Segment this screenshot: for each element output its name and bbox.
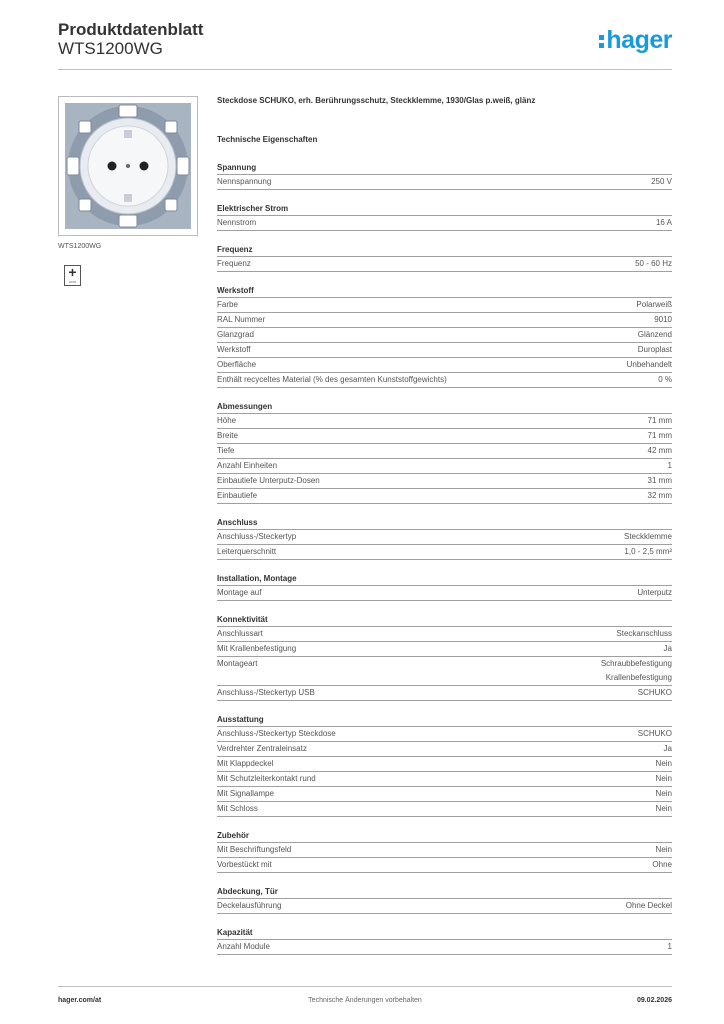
spec-value: 71 mm	[647, 431, 672, 440]
spec-label: Einbautiefe Unterputz-Dosen	[217, 476, 320, 485]
spec-row	[217, 343, 672, 358]
spec-value: 31 mm	[647, 476, 672, 485]
footer-date: 09.02.2026	[636, 997, 672, 1004]
spec-row	[217, 429, 672, 444]
spec-label: Anschlussart	[217, 629, 263, 638]
spec-label: Tiefe	[217, 446, 235, 455]
spec-row	[217, 757, 672, 772]
spec-value: Duroplast	[637, 345, 672, 354]
spec-value: Nein	[655, 774, 672, 783]
spec-row	[217, 586, 672, 601]
spec-row	[217, 358, 672, 373]
spec-value: Nein	[655, 804, 672, 813]
section-heading: Frequenz	[217, 244, 672, 257]
spec-section	[217, 203, 672, 231]
spec-value: 1	[667, 942, 672, 951]
spec-label: Anzahl Module	[217, 942, 270, 951]
spec-label: Oberfläche	[217, 360, 257, 369]
section-heading: Konnektivität	[217, 614, 672, 627]
header-divider	[58, 69, 672, 70]
spec-row	[217, 657, 672, 686]
footer-website: hager.com/at	[58, 997, 102, 1004]
spec-label: Nennspannung	[217, 177, 272, 186]
spec-label: Frequenz	[217, 259, 251, 268]
spec-label: Montage auf	[217, 588, 262, 597]
spec-row	[217, 802, 672, 817]
spec-row	[217, 216, 672, 231]
spec-value: 71 mm	[647, 416, 672, 425]
spec-row	[217, 727, 672, 742]
spec-label: Breite	[217, 431, 238, 440]
tech-properties-heading: Technische Eigenschaften	[217, 135, 318, 144]
spec-label: Vorbestückt mit	[217, 860, 272, 869]
section-heading: Kapazität	[217, 927, 672, 940]
spec-label: Anschluss-/Steckertyp USB	[217, 688, 315, 697]
spec-section	[217, 573, 672, 601]
spec-label: Montageart	[217, 659, 258, 668]
section-heading: Anschluss	[217, 517, 672, 530]
spec-row	[217, 459, 672, 474]
spec-row	[217, 772, 672, 787]
spec-value: Glänzend	[637, 330, 672, 339]
spec-label: Anzahl Einheiten	[217, 461, 278, 470]
spec-label: Leiterquerschnitt	[217, 547, 277, 556]
spec-label: Werkstoff	[217, 345, 251, 354]
spec-value: 250 V	[651, 177, 672, 186]
spec-row	[217, 474, 672, 489]
page-header	[58, 20, 672, 70]
spec-row	[217, 642, 672, 657]
section-heading: Ausstattung	[217, 714, 672, 727]
socket-image-icon	[59, 97, 197, 235]
section-heading: Spannung	[217, 162, 672, 175]
spec-label: Mit Schloss	[217, 804, 258, 813]
spec-row	[217, 627, 672, 642]
spec-label: Mit Beschriftungsfeld	[217, 845, 292, 854]
spec-value: Nein	[655, 759, 672, 768]
footer-divider	[58, 986, 672, 987]
spec-value: Nein	[655, 789, 672, 798]
spec-label: Nennstrom	[217, 218, 257, 227]
spec-row	[217, 858, 672, 873]
spec-label: Mit Schutzleiterkontakt rund	[217, 774, 316, 783]
section-heading: Werkstoff	[217, 285, 672, 298]
spec-value: Ohne	[652, 860, 672, 869]
product-image	[58, 96, 198, 236]
spec-row	[217, 313, 672, 328]
spec-label: Farbe	[217, 300, 238, 309]
spec-value: Nein	[655, 845, 672, 854]
spec-value: Steckanschluss	[616, 629, 672, 638]
spec-section	[217, 244, 672, 272]
spec-content	[217, 96, 672, 968]
spec-label: Höhe	[217, 416, 237, 425]
spec-label: Anschluss-/Steckertyp	[217, 532, 297, 541]
spec-value: 42 mm	[647, 446, 672, 455]
product-image-label: WTS1200WG	[58, 243, 102, 250]
spec-label: RAL Nummer	[217, 315, 266, 324]
spec-value: 0 %	[658, 375, 672, 384]
hager-logo	[599, 26, 672, 55]
protection-class-icon: + ▭▭	[64, 265, 81, 286]
spec-section	[217, 614, 672, 701]
spec-label: Mit Signallampe	[217, 789, 274, 798]
spec-section	[217, 886, 672, 914]
spec-label: Mit Klappdeckel	[217, 759, 274, 768]
spec-value: 50 - 60 Hz	[635, 259, 672, 268]
footer-disclaimer: Technische Änderungen vorbehalten	[308, 997, 422, 1004]
spec-label: Verdrehter Zentraleinsatz	[217, 744, 307, 753]
spec-value: Schraubbefestigung Krallenbefestigung	[600, 659, 672, 682]
section-heading: Zubehör	[217, 830, 672, 843]
spec-label: Anschluss-/Steckertyp Steckdose	[217, 729, 336, 738]
spec-row	[217, 328, 672, 343]
spec-row	[217, 414, 672, 429]
section-heading: Abdeckung, Tür	[217, 886, 672, 899]
spec-value: Polarweiß	[636, 300, 672, 309]
spec-row	[217, 899, 672, 914]
spec-value: 1	[667, 461, 672, 470]
spec-sections	[217, 162, 672, 955]
spec-section	[217, 401, 672, 504]
spec-label: Deckelausführung	[217, 901, 282, 910]
spec-row	[217, 175, 672, 190]
spec-section	[217, 927, 672, 955]
spec-row	[217, 489, 672, 504]
spec-value: 9010	[654, 315, 672, 324]
spec-row	[217, 787, 672, 802]
spec-row	[217, 843, 672, 858]
spec-value: SCHUKO	[637, 729, 672, 738]
spec-row	[217, 298, 672, 313]
page-title: Produktdatenblatt	[58, 20, 204, 39]
spec-label: Mit Krallenbefestigung	[217, 644, 297, 653]
page-subtitle: WTS1200WG	[58, 39, 163, 58]
spec-value: Ja	[663, 644, 672, 653]
spec-section	[217, 285, 672, 388]
spec-row	[217, 530, 672, 545]
spec-row	[217, 742, 672, 757]
section-heading: Installation, Montage	[217, 573, 672, 586]
section-heading: Elektrischer Strom	[217, 203, 672, 216]
spec-row	[217, 686, 672, 701]
spec-value: Ohne Deckel	[625, 901, 672, 910]
spec-label: Einbautiefe	[217, 491, 258, 500]
spec-value: Unterputz	[637, 588, 672, 597]
spec-value: 16 A	[655, 218, 672, 227]
spec-section	[217, 517, 672, 560]
spec-row	[217, 257, 672, 272]
spec-section	[217, 830, 672, 873]
spec-row	[217, 373, 672, 388]
spec-row	[217, 444, 672, 459]
spec-row	[217, 545, 672, 560]
spec-label: Glanzgrad	[217, 330, 254, 339]
product-title: Steckdose SCHUKO, erh. Berührungsschutz, Steckklemme, 1930/Glas p.weiß, glänz	[217, 96, 536, 105]
spec-section	[217, 714, 672, 817]
spec-value: 32 mm	[647, 491, 672, 500]
spec-value: Ja	[663, 744, 672, 753]
spec-row	[217, 940, 672, 955]
spec-section	[217, 162, 672, 190]
spec-value: Steckklemme	[623, 532, 672, 541]
logo-text: hager	[606, 26, 672, 54]
section-heading: Abmessungen	[217, 401, 672, 414]
spec-value: 1,0 - 2,5 mm²	[624, 547, 672, 556]
spec-value: Unbehandelt	[626, 360, 672, 369]
spec-value: SCHUKO	[637, 688, 672, 697]
spec-label: Enthält recyceltes Material (% des gesamten Kunststoffgewichts)	[217, 375, 447, 384]
